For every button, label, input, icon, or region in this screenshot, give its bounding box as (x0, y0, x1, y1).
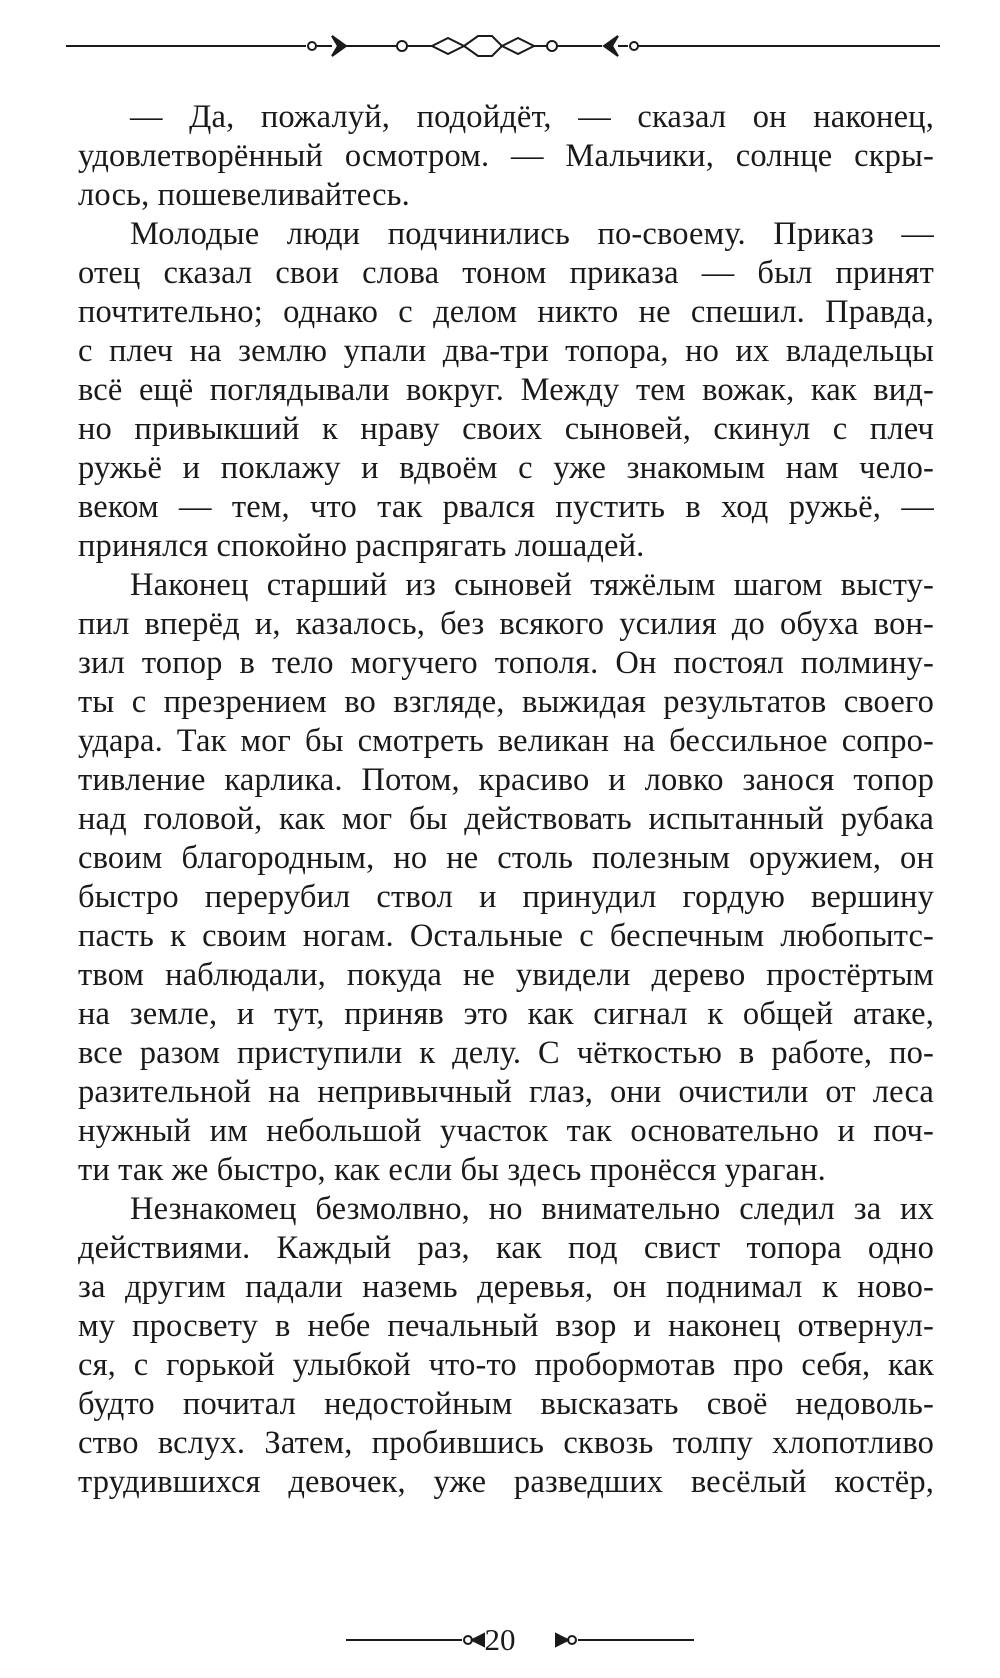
text-line: нужный им небольшой участок так основательно и поч- (78, 1113, 934, 1149)
text-line: разительной на непривычный глаз, они очистили от леса (78, 1074, 934, 1110)
text-line: принялся спокойно распрягать лошадей. (78, 528, 645, 564)
text-line: ружьё и поклажу и вдвоём с уже знакомым нам чело- (78, 450, 934, 486)
text-line: пасть к своим ногам. Остальные с беспечным любопытс- (78, 918, 934, 954)
text-line: ся, с горькой улыбкой что-то пробормотав про себя, как (78, 1347, 934, 1383)
page-number: 20 (484, 1622, 516, 1657)
text-line: зил топор в тело могучего тополя. Он постоял полмину- (78, 645, 934, 681)
text-line: ти так же быстро, как если бы здесь пронёсся ураган. (78, 1152, 826, 1188)
text-line: удовлетворённый осмотром. — Мальчики, солнце скры- (78, 138, 934, 174)
text-line: Наконец старший из сыновей тяжёлым шагом высту- (130, 567, 934, 603)
text-line: Молодые люди подчинились по-своему. Приказ — (130, 216, 934, 252)
text-line: за другим падали наземь деревья, он поднимал к ново- (78, 1269, 934, 1305)
text-line: все разом приступили к делу. С чёткостью в работе, по- (78, 1035, 934, 1071)
text-line: будто почитал недостойным высказать своё недоволь- (78, 1386, 934, 1422)
text-line: своим благородным, но не столь полезным оружием, он (78, 840, 934, 876)
text-line: ты с презрением во взгляде, выжидая результатов своего (78, 684, 934, 720)
text-line: почтительно; однако с делом никто не спешил. Правда, (78, 294, 934, 330)
text-line: всё ещё поглядывали вокруг. Между тем вожак, как вид- (78, 372, 934, 408)
text-line: веком — тем, что так рвался пустить в ход ружьё, — (78, 489, 934, 525)
text-line: над головой, как мог бы действовать испытанный рубака (78, 801, 934, 837)
text-line: — Да, пожалуй, подойдёт, — сказал он наконец, (130, 99, 934, 135)
text-line: отец сказал свои слова тоном приказа — был принят (78, 255, 934, 291)
text-line: Незнакомец безмолвно, но внимательно следил за их (130, 1191, 934, 1227)
text-line: удара. Так мог бы смотреть великан на бессильное сопро- (78, 723, 934, 759)
text-line: ство вслух. Затем, пробившись сквозь толпу хлопотливо (78, 1425, 934, 1461)
text-line: но привыкший к нраву своих сыновей, скинул с плеч (78, 411, 934, 447)
text-line: быстро перерубил ствол и принудил гордую вершину (78, 879, 934, 915)
text-line: с плеч на землю упали два-три топора, но их владельцы (78, 333, 934, 369)
text-line: трудившихся девочек, уже разведших весёлый костёр, (78, 1464, 934, 1500)
text-line: действиями. Каждый раз, как под свист топора одно (78, 1230, 934, 1266)
text-line: твом наблюдали, покуда не увидели дерево простёртым (78, 957, 934, 993)
text-line: на земле, и тут, приняв это как сигнал к общей атаке, (78, 996, 934, 1032)
body-text (78, 98, 934, 1502)
top-ornament (66, 28, 940, 64)
text-line: тивление карлика. Потом, красиво и ловко занося топор (78, 762, 934, 798)
text-line: пил вперёд и, казалось, без всякого усилия до обуха вон- (78, 606, 934, 642)
text-line: му просвету в небе печальный взор и наконец отвернул- (78, 1308, 934, 1344)
text-line: лось, пошевеливайтесь. (78, 177, 410, 213)
